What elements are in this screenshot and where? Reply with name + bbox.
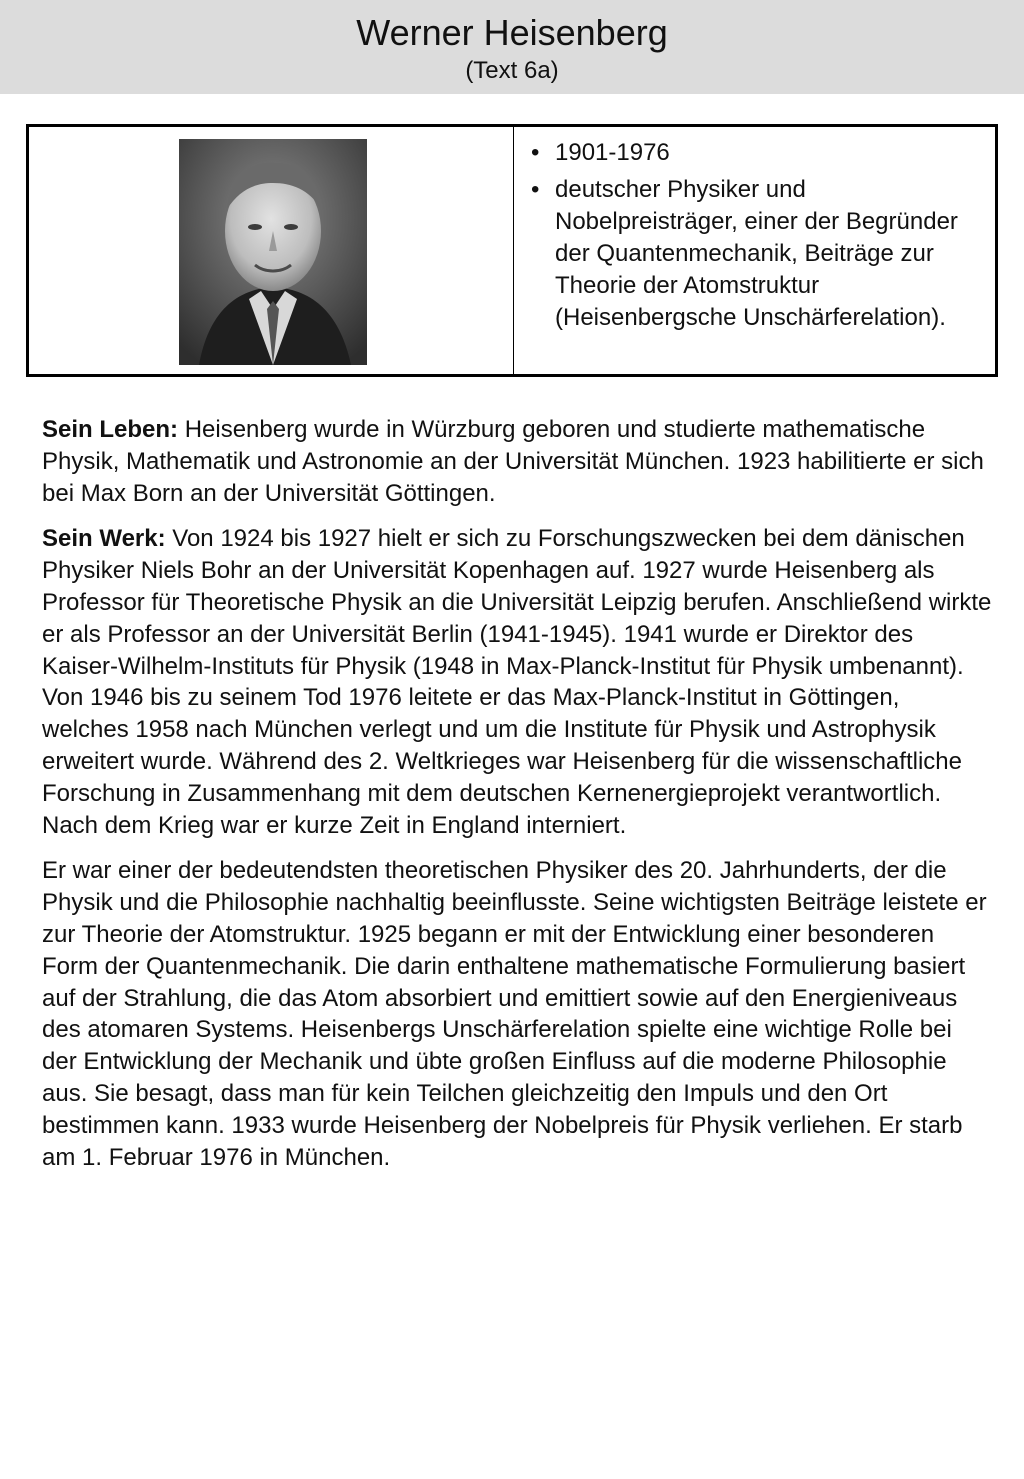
paragraph-bedeutung (42, 855, 992, 1173)
fact-years: 1901-1976 (555, 139, 670, 166)
info-table (26, 124, 998, 377)
paragraph-leben (42, 414, 992, 509)
section-label-leben: Sein Leben: (42, 416, 179, 443)
portrait-photo (179, 139, 367, 365)
page-title: Werner Heisenberg (356, 12, 668, 53)
section-text-leben: Heisenberg wurde in Würzburg geboren und studierte mathematische Physik, Mathematik und Astronomie an der Universität München. 1923 habilitierte er sich bei Max Born an der Universität Göttingen. (42, 416, 984, 507)
fact-description: deutscher Physiker und Nobelpreisträger, einer der Begründer der Quantenmechanik, Beiträge zur Theorie der Atomstruktur (Heisenbergsche Unschärferelation). (555, 176, 958, 331)
page-header (0, 0, 1024, 94)
portrait-icon (179, 139, 367, 365)
table-divider (513, 127, 514, 374)
bullet-icon: • (531, 176, 540, 203)
list-item (523, 137, 983, 169)
section-text-werk: Von 1924 bis 1927 hielt er sich zu Forschungszwecken bei dem dänischen Physiker Niels Bohr an der Universität Kopenhagen auf. 1927 wurde Heisenberg als Professor für Theoretische Physik an die Universität Leipzig berufen. Anschließend wirkte er als Professor an der Universität Berlin (1941-1945). 1941 wurde er Direktor des Kaiser-Wilhelm-Instituts für Physik (1948 in Max-Planck-Institut für Physik umbenannt). Von 1946 bis zu seinem Tod 1976 leitete er das Max-Planck-Institut in Göttingen, welches 1958 nach München verlegt und um die Institute für Physik und Astrophysik erweitert wurde. Während des 2. Weltkrieges war Heisenberg für die wissenschaftliche Forschung in Zusammenhang mit dem deutschen Kernenergieprojekt verantwortlich. Nach dem Krieg war er kurze Zeit in England interniert. (42, 525, 992, 839)
facts-list (523, 137, 983, 339)
list-item (523, 174, 983, 334)
section-label-werk: Sein Werk: (42, 525, 166, 553)
page-subtitle: (Text 6a) (465, 57, 559, 84)
body-text (42, 414, 992, 1187)
paragraph-werk (42, 523, 992, 841)
bullet-icon: • (531, 139, 540, 166)
section-text-bedeutung: Er war einer der bedeutendsten theoretischen Physiker des 20. Jahrhunderts, der die Physik und die Philosophie nachhaltig beeinflusste. Seine wichtigsten Beiträge leistete er zur Theorie der Atomstruktur. 1925 begann er mit der Entwicklung einer besonderen Form der Quantenmechanik. Die darin enthaltene mathematische Formulierung basiert auf der Strahlung, die das Atom absorbiert und emittiert sowie auf den Energieniveaus des atomaren Systems. Heisenbergs Unschärferelation spielte eine wichtige Rolle bei der Entwicklung der Mechanik und übte großen Einfluss auf die moderne Philosophie aus. Sie besagt, dass man für kein Teilchen gleichzeitig den Impuls und den Ort bestimmen kann. 1933 wurde Heisenberg der Nobelpreis für Physik verliehen. Er starb am 1. Februar 1976 in München. (42, 857, 987, 1171)
